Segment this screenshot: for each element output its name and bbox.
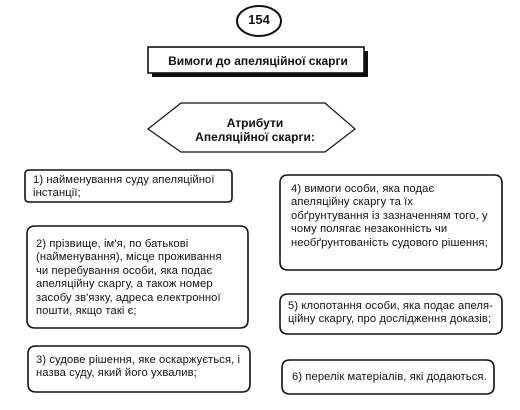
item-1-line: інстанції;: [33, 187, 81, 200]
item-3-text: [36, 354, 246, 381]
item-4-line: чому полягає незаконність чи: [291, 223, 448, 236]
page-number: 154: [248, 12, 270, 27]
item-2-line: апеляційну скаргу, а також номер: [36, 278, 213, 291]
item-2-text: [36, 238, 244, 318]
item-4-line: 4) вимоги особи, яка подає: [291, 183, 435, 195]
item-1-line: 1) найменування суду апеляційної: [33, 174, 215, 186]
diagram-title: Вимоги до апеляційної скарги: [168, 54, 348, 68]
item-6-line: 6) перелік матеріалів, які додаються.: [292, 371, 487, 383]
attributes-header: [160, 116, 350, 144]
item-1-text: [33, 174, 229, 201]
item-2-line: чи перебування особи, яка подає: [36, 264, 213, 277]
item-2-line: (найменування), місце проживання: [36, 251, 222, 264]
item-4-line: обґрунтування із зазначенням того, у: [291, 209, 488, 222]
attributes-header-line1: Атрибути: [226, 116, 284, 130]
item-2-line: засобу зв'язку, адреса електронної: [36, 291, 221, 304]
item-5-text: [288, 300, 500, 327]
item-4-text: [291, 183, 499, 250]
item-4-line: апеляційну скаргу та їх: [291, 196, 414, 209]
item-5-line: ційну скаргу, про дослідження доказів;: [288, 313, 492, 326]
item-3-line: 3) судове рішення, яке оскаржується, і: [36, 354, 241, 366]
item-6-text: [292, 371, 490, 384]
item-3-line: назва суду, який його ухвалив;: [36, 367, 197, 380]
attributes-header-line2: Апеляційної скарги:: [195, 130, 315, 144]
item-2-line: пошти, якщо такі є;: [36, 305, 137, 318]
item-4-line: необґрунтованість судового рішення;: [291, 236, 488, 249]
item-5-line: 5) клопотання особи, яка подає апеля-: [288, 300, 494, 312]
item-2-line: 2) прізвище, ім'я, по батькові: [36, 238, 189, 250]
